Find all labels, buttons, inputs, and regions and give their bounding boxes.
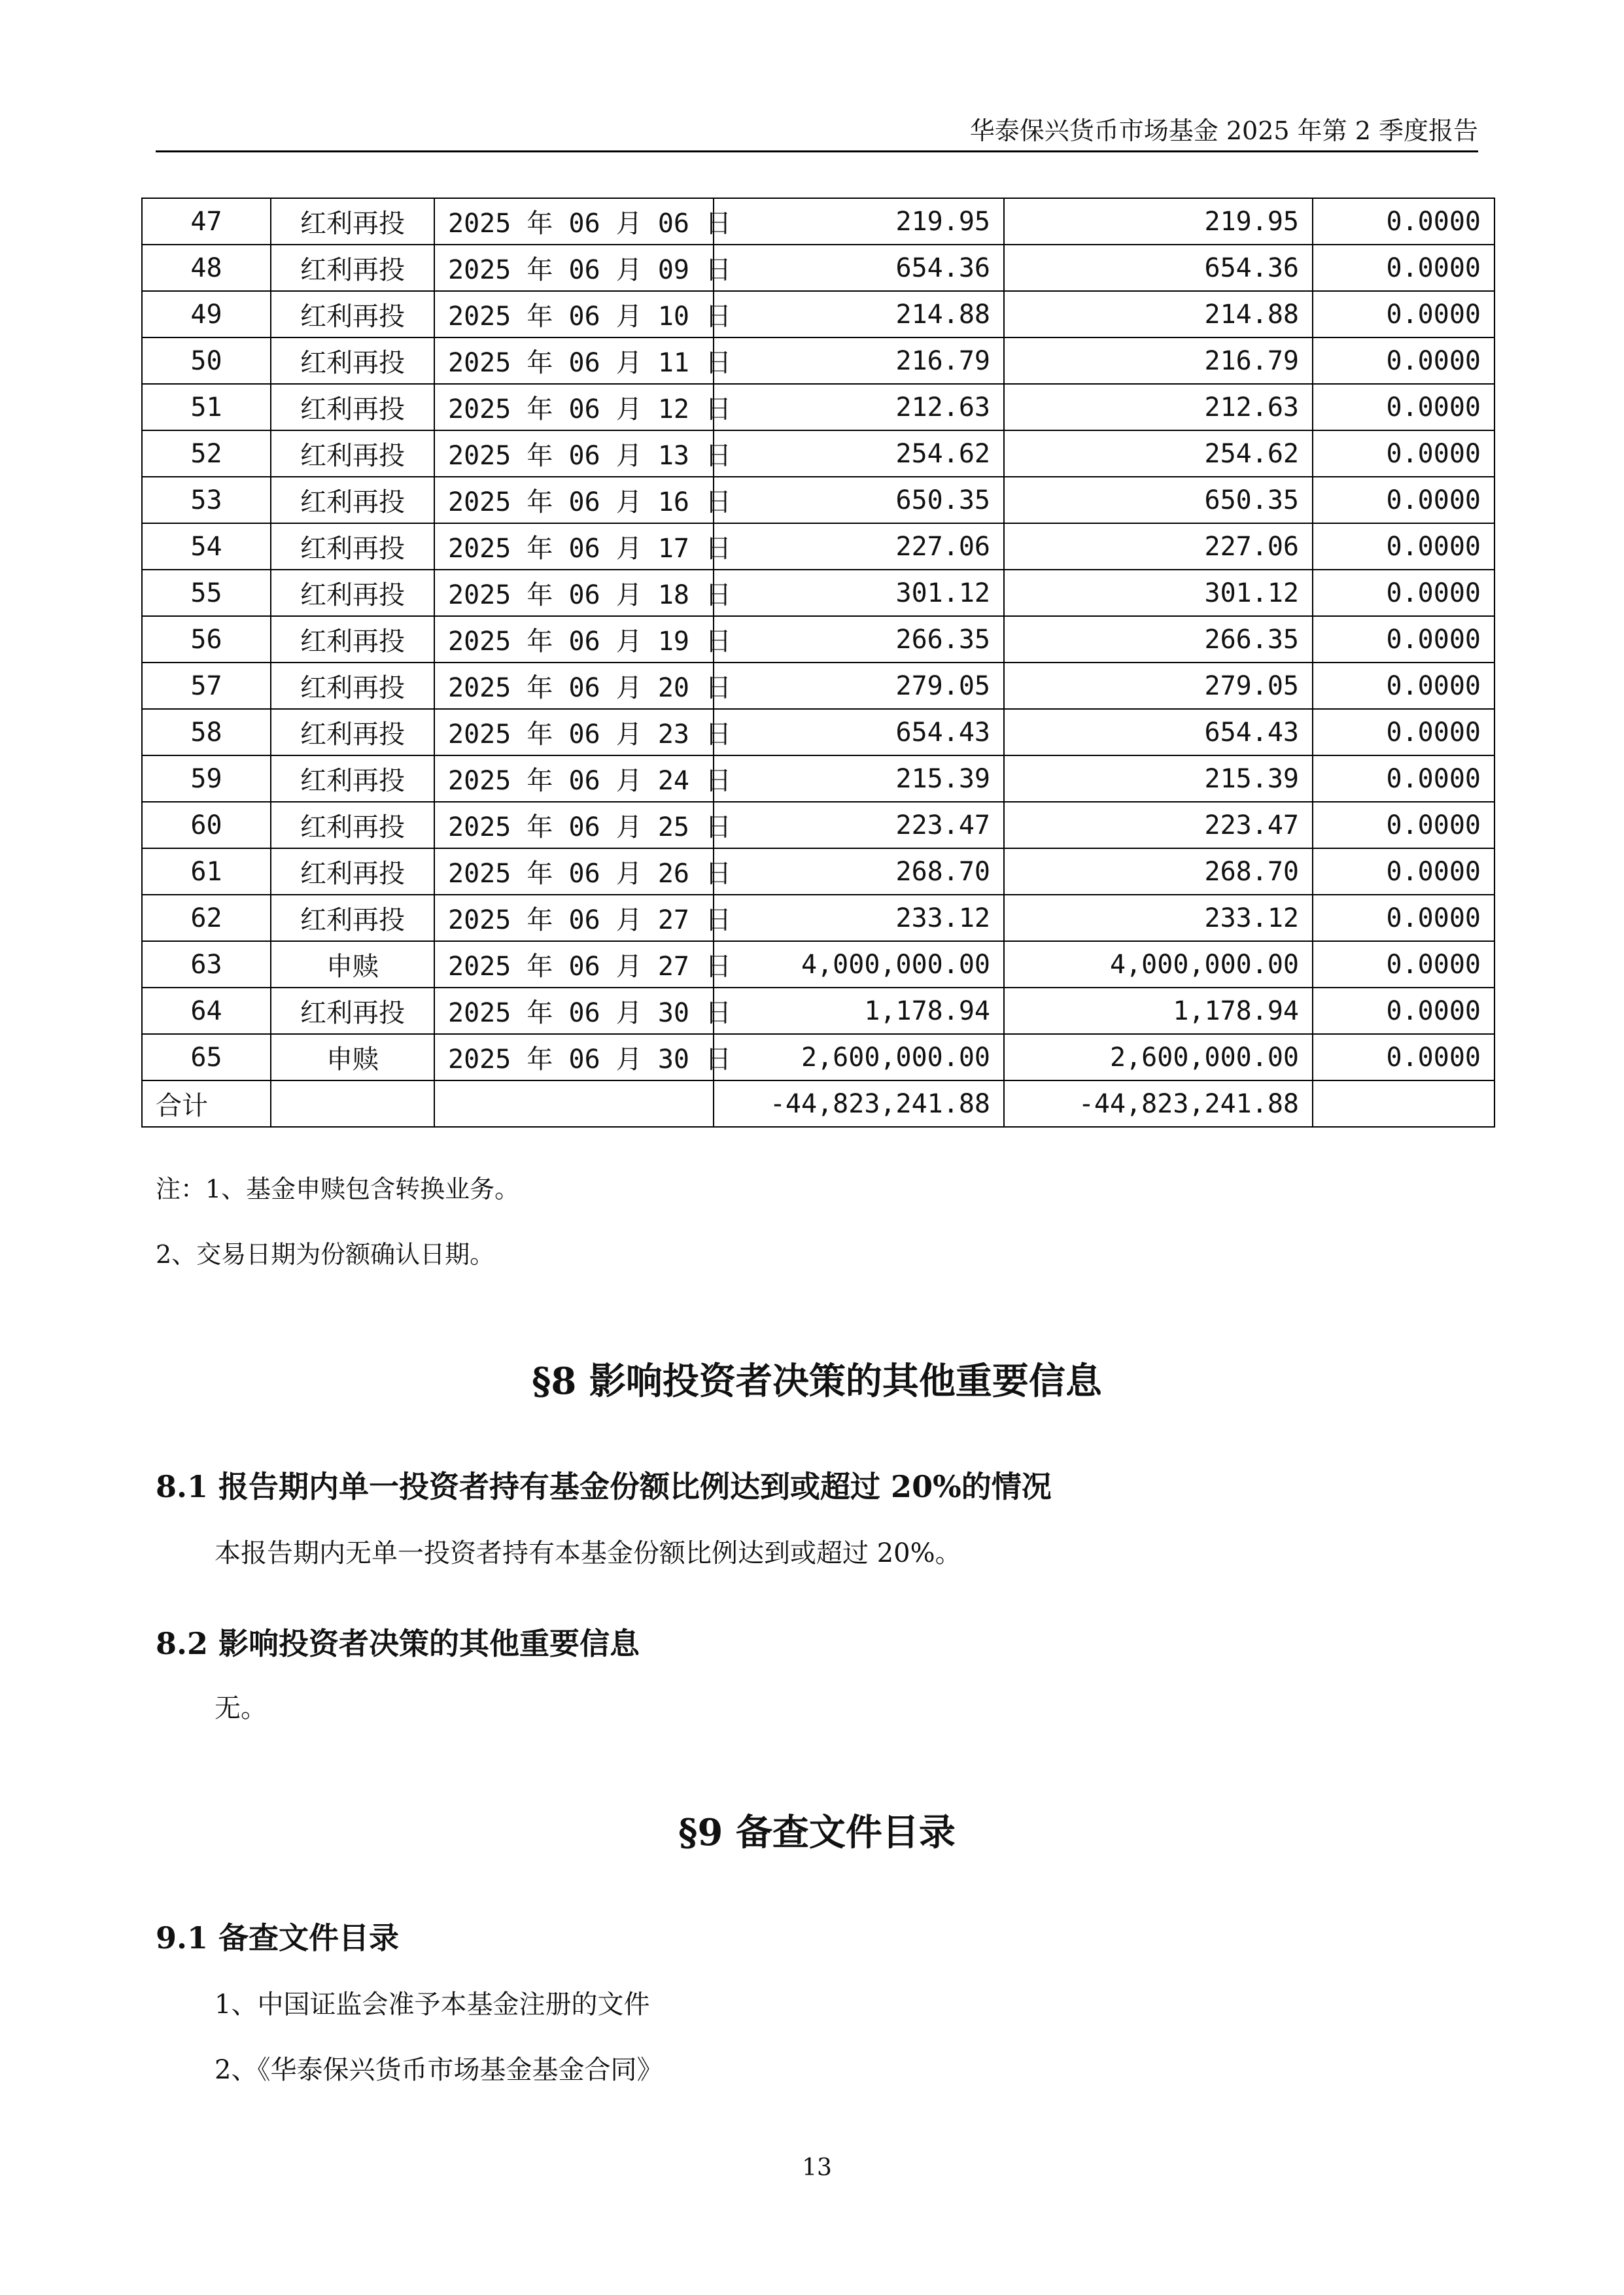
cell-type: 红利再投 [271,570,434,616]
cell-amount-1: 254.62 [714,430,1004,477]
cell-amount-1: 215.39 [714,755,1004,802]
table-row [142,430,1494,477]
cell-number: 52 [142,430,271,477]
cell-type: 红利再投 [271,337,434,384]
table-row [142,663,1494,709]
cell-amount-2: 650.35 [1004,477,1313,523]
cell-number: 56 [142,616,271,663]
cell-type: 红利再投 [271,848,434,895]
section-8-2-text: 无。 [215,1693,267,1723]
cell-fee: 0.0000 [1313,430,1494,477]
section-8-title: §8 影响投资者决策的其他重要信息 [532,1360,1102,1403]
cell-amount-1: 301.12 [714,570,1004,616]
cell-amount-2: 268.70 [1004,848,1313,895]
section-8-2-title: 8.2 影响投资者决策的其他重要信息 [156,1626,640,1661]
table-note-2: 2、交易日期为份额确认日期。 [156,1240,495,1269]
cell-amount-2: 4,000,000.00 [1004,941,1313,988]
table-row [142,802,1494,848]
table-row [142,245,1494,291]
cell-date: 2025 年 06 月 17 日 [434,523,714,570]
cell-type: 申赎 [271,1034,434,1080]
cell-number: 57 [142,663,271,709]
cell-fee: 0.0000 [1313,988,1494,1034]
header-divider [156,150,1478,152]
cell-amount-1: 223.47 [714,802,1004,848]
cell-date: 2025 年 06 月 27 日 [434,895,714,941]
cell-amount-1: 650.35 [714,477,1004,523]
cell-type: 红利再投 [271,477,434,523]
cell-date: 2025 年 06 月 23 日 [434,709,714,755]
cell-date: 2025 年 06 月 27 日 [434,941,714,988]
cell-amount-2: 227.06 [1004,523,1313,570]
cell-amount-1: 654.36 [714,245,1004,291]
header-title: 华泰保兴货币市场基金 2025 年第 2 季度报告 [969,116,1478,145]
table-row [142,570,1494,616]
cell-amount-2: 254.62 [1004,430,1313,477]
table-row [142,988,1494,1034]
cell-date: 2025 年 06 月 16 日 [434,477,714,523]
cell-fee: 0.0000 [1313,941,1494,988]
total-empty-type [271,1080,434,1127]
cell-number: 48 [142,245,271,291]
cell-amount-2: 279.05 [1004,663,1313,709]
table-row [142,755,1494,802]
cell-type: 红利再投 [271,988,434,1034]
cell-number: 55 [142,570,271,616]
total-label: 合计 [142,1080,271,1127]
cell-number: 58 [142,709,271,755]
cell-amount-2: 215.39 [1004,755,1313,802]
cell-type: 红利再投 [271,895,434,941]
cell-number: 50 [142,337,271,384]
cell-fee: 0.0000 [1313,384,1494,430]
table-row [142,1034,1494,1080]
cell-amount-2: 212.63 [1004,384,1313,430]
cell-type: 红利再投 [271,663,434,709]
cell-amount-1: 266.35 [714,616,1004,663]
cell-amount-2: 223.47 [1004,802,1313,848]
cell-type: 红利再投 [271,755,434,802]
section-9-title: §9 备查文件目录 [678,1811,956,1854]
cell-amount-1: 4,000,000.00 [714,941,1004,988]
total-empty-fee [1313,1080,1494,1127]
cell-amount-1: 212.63 [714,384,1004,430]
total-empty-date [434,1080,714,1127]
cell-number: 64 [142,988,271,1034]
cell-amount-1: 233.12 [714,895,1004,941]
cell-number: 47 [142,198,271,245]
section-8-1-text: 本报告期内无单一投资者持有本基金份额比例达到或超过 20%。 [215,1538,961,1568]
cell-amount-2: 214.88 [1004,291,1313,337]
cell-amount-1: 1,178.94 [714,988,1004,1034]
cell-amount-2: 266.35 [1004,616,1313,663]
cell-type: 红利再投 [271,198,434,245]
cell-fee: 0.0000 [1313,663,1494,709]
cell-type: 红利再投 [271,709,434,755]
total-amount-2: -44,823,241.88 [1004,1080,1313,1127]
table-row [142,337,1494,384]
cell-amount-2: 654.36 [1004,245,1313,291]
table-row [142,384,1494,430]
cell-number: 63 [142,941,271,988]
cell-fee: 0.0000 [1313,291,1494,337]
table-row [142,895,1494,941]
cell-date: 2025 年 06 月 25 日 [434,802,714,848]
table-row [142,616,1494,663]
table-row [142,848,1494,895]
table-row [142,291,1494,337]
table-total-row [142,1080,1494,1127]
cell-number: 61 [142,848,271,895]
cell-type: 红利再投 [271,802,434,848]
cell-fee: 0.0000 [1313,1034,1494,1080]
cell-amount-2: 233.12 [1004,895,1313,941]
table-row [142,477,1494,523]
section-9-1-item-2: 2、《华泰保兴货币市场基金基金合同》 [215,2055,663,2085]
cell-type: 红利再投 [271,616,434,663]
cell-date: 2025 年 06 月 26 日 [434,848,714,895]
cell-date: 2025 年 06 月 10 日 [434,291,714,337]
section-9-1-item-1: 1、中国证监会准予本基金注册的文件 [215,1990,650,2020]
table-row [142,198,1494,245]
cell-fee: 0.0000 [1313,755,1494,802]
cell-number: 60 [142,802,271,848]
cell-amount-1: 216.79 [714,337,1004,384]
cell-fee: 0.0000 [1313,848,1494,895]
cell-amount-2: 1,178.94 [1004,988,1313,1034]
cell-amount-1: 268.70 [714,848,1004,895]
cell-date: 2025 年 06 月 12 日 [434,384,714,430]
cell-amount-2: 301.12 [1004,570,1313,616]
section-9-1-title: 9.1 备查文件目录 [156,1920,400,1956]
cell-fee: 0.0000 [1313,523,1494,570]
cell-date: 2025 年 06 月 13 日 [434,430,714,477]
cell-type: 红利再投 [271,291,434,337]
cell-fee: 0.0000 [1313,709,1494,755]
cell-date: 2025 年 06 月 30 日 [434,1034,714,1080]
cell-date: 2025 年 06 月 09 日 [434,245,714,291]
cell-date: 2025 年 06 月 20 日 [434,663,714,709]
table-row [142,709,1494,755]
cell-amount-1: 227.06 [714,523,1004,570]
cell-number: 53 [142,477,271,523]
cell-date: 2025 年 06 月 06 日 [434,198,714,245]
cell-amount-2: 219.95 [1004,198,1313,245]
cell-date: 2025 年 06 月 11 日 [434,337,714,384]
cell-fee: 0.0000 [1313,477,1494,523]
cell-type: 红利再投 [271,245,434,291]
transaction-table [141,198,1495,1128]
section-8-1-title: 8.1 报告期内单一投资者持有基金份额比例达到或超过 20%的情况 [156,1469,1052,1504]
cell-amount-2: 2,600,000.00 [1004,1034,1313,1080]
cell-number: 54 [142,523,271,570]
cell-type: 申赎 [271,941,434,988]
total-amount-1: -44,823,241.88 [714,1080,1004,1127]
cell-amount-1: 214.88 [714,291,1004,337]
cell-number: 51 [142,384,271,430]
cell-amount-1: 279.05 [714,663,1004,709]
table-note-1: 注：1、基金申赎包含转换业务。 [156,1175,520,1203]
table-row [142,941,1494,988]
cell-number: 49 [142,291,271,337]
cell-fee: 0.0000 [1313,198,1494,245]
cell-type: 红利再投 [271,384,434,430]
cell-fee: 0.0000 [1313,616,1494,663]
cell-amount-2: 654.43 [1004,709,1313,755]
cell-amount-1: 219.95 [714,198,1004,245]
cell-number: 65 [142,1034,271,1080]
transaction-table-body [142,198,1494,1127]
cell-fee: 0.0000 [1313,337,1494,384]
cell-number: 62 [142,895,271,941]
cell-amount-1: 2,600,000.00 [714,1034,1004,1080]
page-number: 13 [802,2154,832,2181]
cell-type: 红利再投 [271,430,434,477]
cell-amount-1: 654.43 [714,709,1004,755]
cell-date: 2025 年 06 月 30 日 [434,988,714,1034]
cell-type: 红利再投 [271,523,434,570]
table-row [142,523,1494,570]
cell-date: 2025 年 06 月 18 日 [434,570,714,616]
cell-fee: 0.0000 [1313,802,1494,848]
page-header [156,111,1478,150]
cell-amount-2: 216.79 [1004,337,1313,384]
cell-date: 2025 年 06 月 24 日 [434,755,714,802]
cell-fee: 0.0000 [1313,245,1494,291]
cell-number: 59 [142,755,271,802]
cell-fee: 0.0000 [1313,570,1494,616]
cell-date: 2025 年 06 月 19 日 [434,616,714,663]
cell-fee: 0.0000 [1313,895,1494,941]
